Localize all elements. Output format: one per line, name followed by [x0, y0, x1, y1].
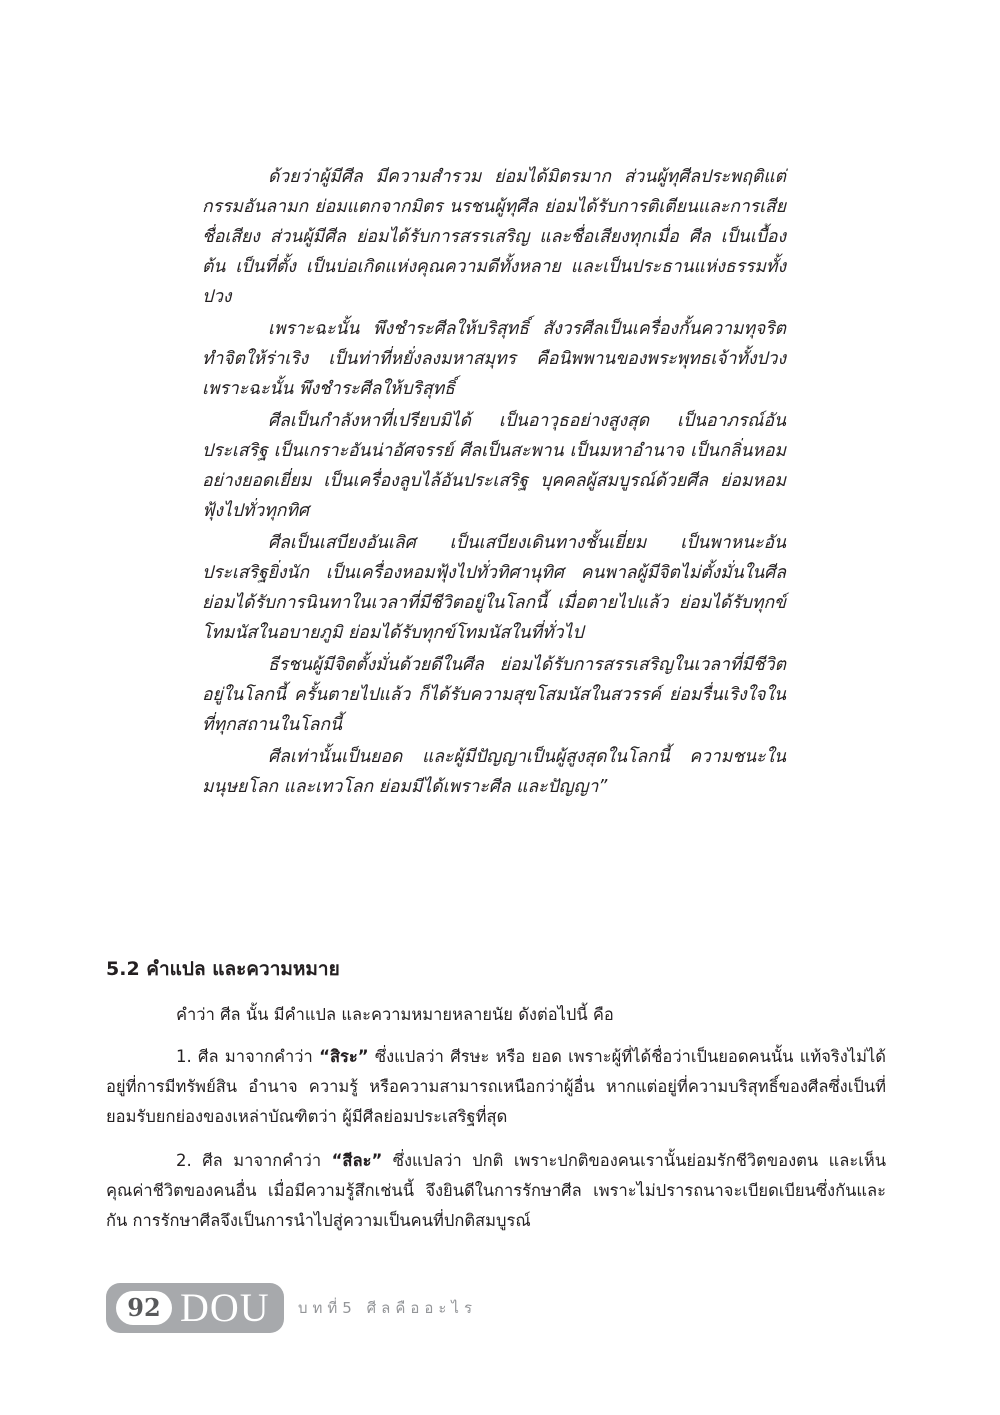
definition-item-2 — [106, 1146, 886, 1236]
definition-text: ซึ่งแปลว่า ศีรษะ หรือ ยอด เพราะผู้ที่ได้ชื่อว่าเป็นยอดคนนั้น แท้จริงไม่ได้อยู่ที่การมีทรัพย์สิน อำนาจ ความรู้ หรือความสามารถเหนือกว่าผู้อื่น หากแต่อยู่ที่ความบริสุทธิ์ของศีลซึ่งเป็นที่ยอมรับยกย่องของเหล่าบัณฑิตว่า ผู้มีศีลย่อมประเสริฐที่สุด — [106, 1047, 886, 1126]
section-intro: คำว่า ศีล นั้น มีคำแปล และความหมายหลายนัย ดังต่อไปนี้ คือ — [176, 1005, 614, 1024]
chapter-label: บทที่5 ศีลคืออะไร — [298, 1299, 478, 1317]
definition-term: “สีละ” — [331, 1151, 383, 1170]
definition-term: “สิระ” — [319, 1047, 369, 1066]
footer-badge — [106, 1283, 284, 1333]
page-number: 92 — [116, 1291, 172, 1325]
quote-paragraph: เพราะฉะนั้น พึงชำระศีลให้บริสุทธิ์ สังวรศีลเป็นเครื่องกั้นความทุจริต ทำจิตให้ร่าเริง เป็นท่าที่หยั่งลงมหาสมุทร คือนิพพานของพระพุทธเจ้าทั้งปวง เพราะฉะนั้น พึงชำระศีลให้บริสุทธิ์ — [202, 319, 786, 399]
definition-item-1 — [106, 1042, 886, 1132]
quote-paragraph: ศีลเป็นกำลังหาที่เปรียบมิได้ เป็นอาวุธอย่างสูงสุด เป็นอาภรณ์อันประเสริฐ เป็นเกราะอันน่าอัศจรรย์ ศีลเป็นสะพาน เป็นมหาอำนาจ เป็นกลิ่นหอมอย่างยอดเยี่ยม เป็นเครื่องลูบไล้อันประเสริฐ บุคคลผู้สมบูรณ์ด้วยศีล ย่อมหอมฟุ้งไปทั่วทุกทิศ — [202, 411, 786, 521]
brand-logo: DOU — [180, 1285, 270, 1330]
definition-text: ซึ่งแปลว่า ปกติ เพราะปกติของคนเรานั้นย่อมรักชีวิตของตน และเห็นคุณค่าชีวิตของคนอื่น เมื่อมีความรู้สึกเช่นนี้ จึงยินดีในการรักษาศีล เพราะไม่ปรารถนาจะเบียดเบียนซึ่งกันและกัน การรักษาศีลจึงเป็นการนำไปสู่ความเป็นคนที่ปกติสมบูรณ์ — [106, 1151, 886, 1230]
quote-paragraph: ศีลเท่านั้นเป็นยอด และผู้มีปัญญาเป็นผู้สูงสุดในโลกนี้ ความชนะในมนุษยโลก และเทวโลก ย่อมมีได้เพราะศีล และปัญญา” — [202, 747, 786, 797]
page-footer — [106, 1283, 477, 1333]
section-heading: 5.2 คำแปล และความหมาย — [106, 958, 340, 980]
section-body — [106, 1000, 886, 1250]
definition-lead: 2. ศีล มาจากคำว่า — [176, 1151, 332, 1170]
quote-paragraph: ธีรชนผู้มีจิตตั้งมั่นด้วยดีในศีล ย่อมได้รับการสรรเสริญในเวลาที่มีชีวิตอยู่ในโลกนี้ ครั้นตายไปแล้ว ก็ได้รับความสุขโสมนัสในสวรรค์ ย่อมรื่นเริงใจในที่ทุกสถานในโลกนี้ — [202, 655, 786, 735]
definition-lead: 1. ศีล มาจากคำว่า — [176, 1047, 320, 1066]
quote-paragraph: ด้วยว่าผู้มีศีล มีความสำรวม ย่อมได้มิตรมาก ส่วนผู้ทุศีลประพฤติแต่กรรมอันลามก ย่อมแตกจากมิตร นรชนผู้ทุศีล ย่อมได้รับการติเตียนและการเสียชื่อเสียง ส่วนผู้มีศีล ย่อมได้รับการสรรเสริญ และชื่อเสียงทุกเมื่อ ศีล เป็นเบื้องต้น เป็นที่ตั้ง เป็นบ่อเกิดแห่งคุณความดีทั้งหลาย และเป็นประธานแห่งธรรมทั้งปวง — [202, 167, 786, 307]
quote-paragraph: ศีลเป็นเสบียงอันเลิศ เป็นเสบียงเดินทางชั้นเยี่ยม เป็นพาหนะอันประเสริฐยิ่งนัก เป็นเครื่องหอมฟุ้งไปทั่วทิศานุทิศ คนพาลผู้มีจิตไม่ตั้งมั่นในศีลย่อมได้รับการนินทาในเวลาที่มีชีวิตอยู่ในโลกนี้ เมื่อตายไปแล้ว ย่อมได้รับทุกข์โทมนัสในอบายภูมิ ย่อมได้รับทุกข์โทมนัสในที่ทั่วไป — [202, 533, 786, 643]
quote-block — [202, 162, 786, 804]
